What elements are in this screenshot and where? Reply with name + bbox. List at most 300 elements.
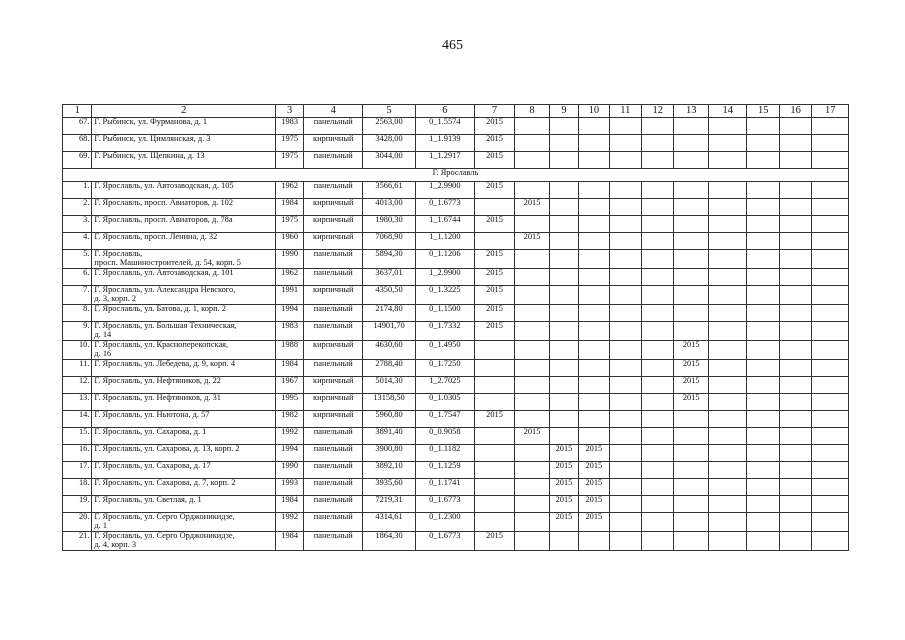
row-number: 11.	[63, 360, 92, 377]
wear-code: 0_1.2300	[415, 513, 474, 532]
address-line: д. 1	[94, 520, 108, 530]
wall-material: кирпичный	[304, 135, 363, 152]
address-line: Г. Ярославль, ул. Серго Орджоникидзе,	[94, 512, 235, 521]
year-col-14	[708, 445, 747, 462]
year-col-9	[549, 233, 578, 250]
year-col-8	[515, 532, 549, 551]
year-col-17	[812, 428, 849, 445]
year-col-17	[812, 479, 849, 496]
year-col-13	[674, 286, 708, 305]
year-col-10	[579, 377, 609, 394]
year-col-16	[779, 135, 811, 152]
year-col-14	[708, 496, 747, 513]
row-number: 2.	[63, 199, 92, 216]
year-col-13	[674, 411, 708, 428]
build-year: 1994	[275, 445, 303, 462]
row-number: 20.	[63, 513, 92, 532]
year-col-15	[747, 479, 779, 496]
total-area: 1980,30	[363, 216, 416, 233]
year-col-8	[515, 216, 549, 233]
address-cell	[92, 233, 276, 250]
year-col-17	[812, 305, 849, 322]
year-col-10	[579, 118, 609, 135]
address-line: Г. Ярославль, ул. Батова, д. 1, корп. 2	[94, 304, 226, 313]
year-col-11	[609, 286, 641, 305]
total-area: 14901,70	[363, 322, 416, 341]
year-col-10	[579, 341, 609, 360]
year-col-10	[579, 286, 609, 305]
table-row	[63, 428, 849, 445]
year-col-11	[609, 250, 641, 269]
year-col-15	[747, 322, 779, 341]
wear-code: 0_1.5574	[415, 118, 474, 135]
address-cell	[92, 118, 276, 135]
total-area: 3428,00	[363, 135, 416, 152]
year-col-14	[708, 152, 747, 169]
year-col-15	[747, 496, 779, 513]
column-header: 6	[415, 105, 474, 118]
build-year: 1967	[275, 377, 303, 394]
address-line: Г. Ярославль,	[94, 249, 143, 258]
wall-material: панельный	[304, 428, 363, 445]
wall-material: панельный	[304, 360, 363, 377]
build-year: 1993	[275, 479, 303, 496]
year-col-10	[579, 305, 609, 322]
year-col-7: 2015	[474, 152, 515, 169]
year-col-9	[549, 118, 578, 135]
column-header: 9	[549, 105, 578, 118]
row-number: 15.	[63, 428, 92, 445]
address-line: Г. Ярославль, ул. Светлая, д. 1	[94, 495, 202, 504]
year-col-12	[642, 377, 674, 394]
wear-code: 0_1.7332	[415, 322, 474, 341]
year-col-8	[515, 496, 549, 513]
year-col-10	[579, 199, 609, 216]
wear-code: 0_1.1500	[415, 305, 474, 322]
year-col-17	[812, 152, 849, 169]
year-col-8	[515, 411, 549, 428]
address-cell	[92, 479, 276, 496]
year-col-17	[812, 269, 849, 286]
year-col-16	[779, 341, 811, 360]
address-line: Г. Ярославль, просп. Авиаторов, д. 78а	[94, 215, 233, 224]
year-col-7: 2015	[474, 305, 515, 322]
year-col-11	[609, 360, 641, 377]
year-col-17	[812, 360, 849, 377]
year-col-15	[747, 135, 779, 152]
year-col-14	[708, 269, 747, 286]
address-line: Г. Рыбинск, ул. Цимлянская, д. 3	[94, 134, 211, 143]
address-cell	[92, 135, 276, 152]
row-number: 67.	[63, 118, 92, 135]
year-col-15	[747, 513, 779, 532]
year-col-7: 2015	[474, 286, 515, 305]
year-col-11	[609, 152, 641, 169]
total-area: 5894,30	[363, 250, 416, 269]
year-col-13	[674, 199, 708, 216]
year-col-16	[779, 428, 811, 445]
year-col-13	[674, 135, 708, 152]
wear-code: 0_1.7250	[415, 360, 474, 377]
year-col-11	[609, 411, 641, 428]
wall-material: панельный	[304, 269, 363, 286]
year-col-12	[642, 513, 674, 532]
table-row	[63, 462, 849, 479]
year-col-17	[812, 286, 849, 305]
wall-material: панельный	[304, 305, 363, 322]
year-col-15	[747, 182, 779, 199]
year-col-12	[642, 496, 674, 513]
wall-material: панельный	[304, 513, 363, 532]
row-number: 16.	[63, 445, 92, 462]
address-cell	[92, 513, 276, 532]
year-col-7: 2015	[474, 322, 515, 341]
row-number: 14.	[63, 411, 92, 428]
year-col-15	[747, 428, 779, 445]
year-col-17	[812, 118, 849, 135]
build-year: 1960	[275, 233, 303, 250]
year-col-15	[747, 305, 779, 322]
year-col-17	[812, 411, 849, 428]
year-col-16	[779, 216, 811, 233]
year-col-17	[812, 394, 849, 411]
total-area: 4013,00	[363, 199, 416, 216]
year-col-12	[642, 233, 674, 250]
year-col-11	[609, 532, 641, 551]
build-year: 1975	[275, 152, 303, 169]
wear-code: 0_1.0305	[415, 394, 474, 411]
year-col-7	[474, 199, 515, 216]
wear-code: 0_1.6773	[415, 199, 474, 216]
year-col-9	[549, 394, 578, 411]
section-heading-row	[63, 169, 849, 182]
year-col-8	[515, 182, 549, 199]
housing-register-table	[62, 104, 849, 551]
year-col-13	[674, 513, 708, 532]
build-year: 1984	[275, 199, 303, 216]
year-col-16	[779, 182, 811, 199]
year-col-7	[474, 341, 515, 360]
address-cell	[92, 428, 276, 445]
year-col-14	[708, 135, 747, 152]
wall-material: кирпичный	[304, 394, 363, 411]
year-col-15	[747, 462, 779, 479]
year-col-16	[779, 479, 811, 496]
year-col-16	[779, 513, 811, 532]
year-col-12	[642, 152, 674, 169]
build-year: 1983	[275, 118, 303, 135]
address-cell	[92, 411, 276, 428]
column-header: 7	[474, 105, 515, 118]
address-line: д. 14	[94, 329, 112, 339]
year-col-11	[609, 135, 641, 152]
wear-code: 0_1.1259	[415, 462, 474, 479]
address-line: Г. Рыбинск, ул. Щепкина, д. 13	[94, 151, 205, 160]
year-col-11	[609, 182, 641, 199]
year-col-16	[779, 250, 811, 269]
year-col-16	[779, 496, 811, 513]
address-line: просп. Машиностроителей, д. 54, корп. 5	[94, 257, 241, 267]
year-col-12	[642, 360, 674, 377]
table-row	[63, 394, 849, 411]
wall-material: панельный	[304, 445, 363, 462]
year-col-9	[549, 269, 578, 286]
year-col-9	[549, 377, 578, 394]
row-number: 68.	[63, 135, 92, 152]
build-year: 1984	[275, 496, 303, 513]
row-number: 5.	[63, 250, 92, 269]
total-area: 3935,60	[363, 479, 416, 496]
year-col-9	[549, 428, 578, 445]
address-line: Г. Ярославль, ул. Красноперекопская,	[94, 340, 229, 349]
year-col-12	[642, 445, 674, 462]
year-col-8	[515, 305, 549, 322]
year-col-7: 2015	[474, 250, 515, 269]
address-cell	[92, 462, 276, 479]
year-col-13	[674, 118, 708, 135]
year-col-16	[779, 199, 811, 216]
year-col-10	[579, 322, 609, 341]
table-row	[63, 341, 849, 360]
wall-material: панельный	[304, 152, 363, 169]
year-col-11	[609, 322, 641, 341]
year-col-12	[642, 269, 674, 286]
year-col-8	[515, 513, 549, 532]
year-col-17	[812, 233, 849, 250]
year-col-15	[747, 360, 779, 377]
year-col-12	[642, 118, 674, 135]
year-col-9: 2015	[549, 513, 578, 532]
column-header: 8	[515, 105, 549, 118]
year-col-7: 2015	[474, 269, 515, 286]
year-col-7: 2015	[474, 135, 515, 152]
year-col-16	[779, 322, 811, 341]
year-col-10	[579, 135, 609, 152]
year-col-10: 2015	[579, 462, 609, 479]
table-row	[63, 360, 849, 377]
address-cell	[92, 377, 276, 394]
wear-code: 1_1.2917	[415, 152, 474, 169]
table-body-before	[63, 118, 849, 169]
year-col-17	[812, 532, 849, 551]
year-col-14	[708, 360, 747, 377]
year-col-16	[779, 377, 811, 394]
address-line: Г. Ярославль, ул. Нефтяников, д. 31	[94, 393, 221, 402]
total-area: 7219,31	[363, 496, 416, 513]
address-cell	[92, 496, 276, 513]
column-header: 11	[609, 105, 641, 118]
year-col-8	[515, 341, 549, 360]
address-line: Г. Ярославль, ул. Автозаводская, д. 105	[94, 181, 234, 190]
table-row	[63, 216, 849, 233]
build-year: 1982	[275, 411, 303, 428]
wear-code: 0_1.6773	[415, 532, 474, 551]
year-col-13: 2015	[674, 341, 708, 360]
year-col-10: 2015	[579, 445, 609, 462]
wear-code: 0_1.7547	[415, 411, 474, 428]
total-area: 3891,40	[363, 428, 416, 445]
build-year: 1990	[275, 250, 303, 269]
table-row	[63, 479, 849, 496]
year-col-7	[474, 233, 515, 250]
year-col-15	[747, 152, 779, 169]
year-col-13	[674, 152, 708, 169]
year-col-13	[674, 182, 708, 199]
year-col-13: 2015	[674, 360, 708, 377]
column-header: 16	[779, 105, 811, 118]
year-col-10	[579, 216, 609, 233]
wear-code: 0_1.1741	[415, 479, 474, 496]
address-cell	[92, 532, 276, 551]
year-col-14	[708, 532, 747, 551]
year-col-11	[609, 428, 641, 445]
year-col-8	[515, 118, 549, 135]
year-col-7	[474, 513, 515, 532]
row-number: 21.	[63, 532, 92, 551]
column-header: 10	[579, 105, 609, 118]
year-col-14	[708, 118, 747, 135]
year-col-17	[812, 341, 849, 360]
build-year: 1983	[275, 322, 303, 341]
wear-code: 1_2.7025	[415, 377, 474, 394]
table-row	[63, 411, 849, 428]
address-line: Г. Ярославль, ул. Сахарова, д. 13, корп. 2	[94, 444, 240, 453]
year-col-15	[747, 341, 779, 360]
table-row	[63, 152, 849, 169]
year-col-10	[579, 250, 609, 269]
address-line: Г. Ярославль, ул. Ньютона, д. 57	[94, 410, 210, 419]
build-year: 1992	[275, 428, 303, 445]
year-col-16	[779, 532, 811, 551]
address-line: Г. Ярославль, ул. Сахарова, д. 7, корп. 2	[94, 478, 236, 487]
year-col-9	[549, 360, 578, 377]
year-col-13	[674, 216, 708, 233]
build-year: 1975	[275, 216, 303, 233]
page-number: 465	[442, 38, 463, 53]
row-number: 7.	[63, 286, 92, 305]
year-col-12	[642, 182, 674, 199]
address-cell	[92, 199, 276, 216]
row-number: 13.	[63, 394, 92, 411]
column-header: 3	[275, 105, 303, 118]
year-col-17	[812, 462, 849, 479]
year-col-10	[579, 428, 609, 445]
year-col-9	[549, 182, 578, 199]
year-col-10	[579, 411, 609, 428]
year-col-9	[549, 135, 578, 152]
year-col-12	[642, 135, 674, 152]
year-col-8	[515, 479, 549, 496]
total-area: 4314,61	[363, 513, 416, 532]
year-col-7: 2015	[474, 411, 515, 428]
table-row	[63, 496, 849, 513]
year-col-14	[708, 250, 747, 269]
year-col-14	[708, 411, 747, 428]
total-area: 3566,61	[363, 182, 416, 199]
year-col-11	[609, 269, 641, 286]
wall-material: кирпичный	[304, 377, 363, 394]
year-col-13	[674, 479, 708, 496]
table-row	[63, 233, 849, 250]
address-cell	[92, 216, 276, 233]
year-col-14	[708, 216, 747, 233]
year-col-11	[609, 513, 641, 532]
year-col-8	[515, 445, 549, 462]
build-year: 1990	[275, 462, 303, 479]
row-number: 8.	[63, 305, 92, 322]
year-col-9	[549, 532, 578, 551]
year-col-11	[609, 341, 641, 360]
year-col-15	[747, 199, 779, 216]
year-col-7	[474, 462, 515, 479]
year-col-12	[642, 411, 674, 428]
table-body-after	[63, 182, 849, 551]
wear-code: 0_1.3225	[415, 286, 474, 305]
year-col-16	[779, 233, 811, 250]
table-row	[63, 182, 849, 199]
address-line: Г. Ярославль, ул. Александра Невского,	[94, 285, 236, 294]
build-year: 1984	[275, 532, 303, 551]
column-header: 14	[708, 105, 747, 118]
year-col-11	[609, 216, 641, 233]
year-col-16	[779, 360, 811, 377]
row-number: 10.	[63, 341, 92, 360]
year-col-7: 2015	[474, 216, 515, 233]
address-line: Г. Ярославль, ул. Большая Техническая,	[94, 321, 237, 330]
year-col-7	[474, 479, 515, 496]
year-col-14	[708, 513, 747, 532]
year-col-8: 2015	[515, 199, 549, 216]
address-line: Г. Ярославль, ул. Сахарова, д. 1	[94, 427, 207, 436]
year-col-9	[549, 250, 578, 269]
header-row	[63, 105, 849, 118]
year-col-12	[642, 462, 674, 479]
year-col-11	[609, 479, 641, 496]
year-col-11	[609, 199, 641, 216]
total-area: 4630,60	[363, 341, 416, 360]
section-heading: Г. Ярославль	[63, 169, 849, 182]
wall-material: кирпичный	[304, 411, 363, 428]
year-col-11	[609, 445, 641, 462]
address-cell	[92, 305, 276, 322]
year-col-8	[515, 394, 549, 411]
total-area: 3044,00	[363, 152, 416, 169]
wall-material: панельный	[304, 182, 363, 199]
year-col-10	[579, 269, 609, 286]
year-col-9: 2015	[549, 479, 578, 496]
year-col-8	[515, 286, 549, 305]
table-row	[63, 322, 849, 341]
year-col-16	[779, 118, 811, 135]
total-area: 2174,80	[363, 305, 416, 322]
address-line: Г. Ярославль, ул. Сахарова, д. 17	[94, 461, 211, 470]
address-cell	[92, 445, 276, 462]
year-col-11	[609, 394, 641, 411]
year-col-16	[779, 152, 811, 169]
year-col-13	[674, 462, 708, 479]
year-col-7	[474, 496, 515, 513]
year-col-16	[779, 269, 811, 286]
year-col-10	[579, 360, 609, 377]
year-col-13	[674, 250, 708, 269]
year-col-15	[747, 233, 779, 250]
total-area: 13158,50	[363, 394, 416, 411]
year-col-8	[515, 135, 549, 152]
year-col-12	[642, 216, 674, 233]
year-col-17	[812, 322, 849, 341]
address-line: Г. Ярославль, просп. Ленина, д. 32	[94, 232, 218, 241]
column-header: 2	[92, 105, 276, 118]
